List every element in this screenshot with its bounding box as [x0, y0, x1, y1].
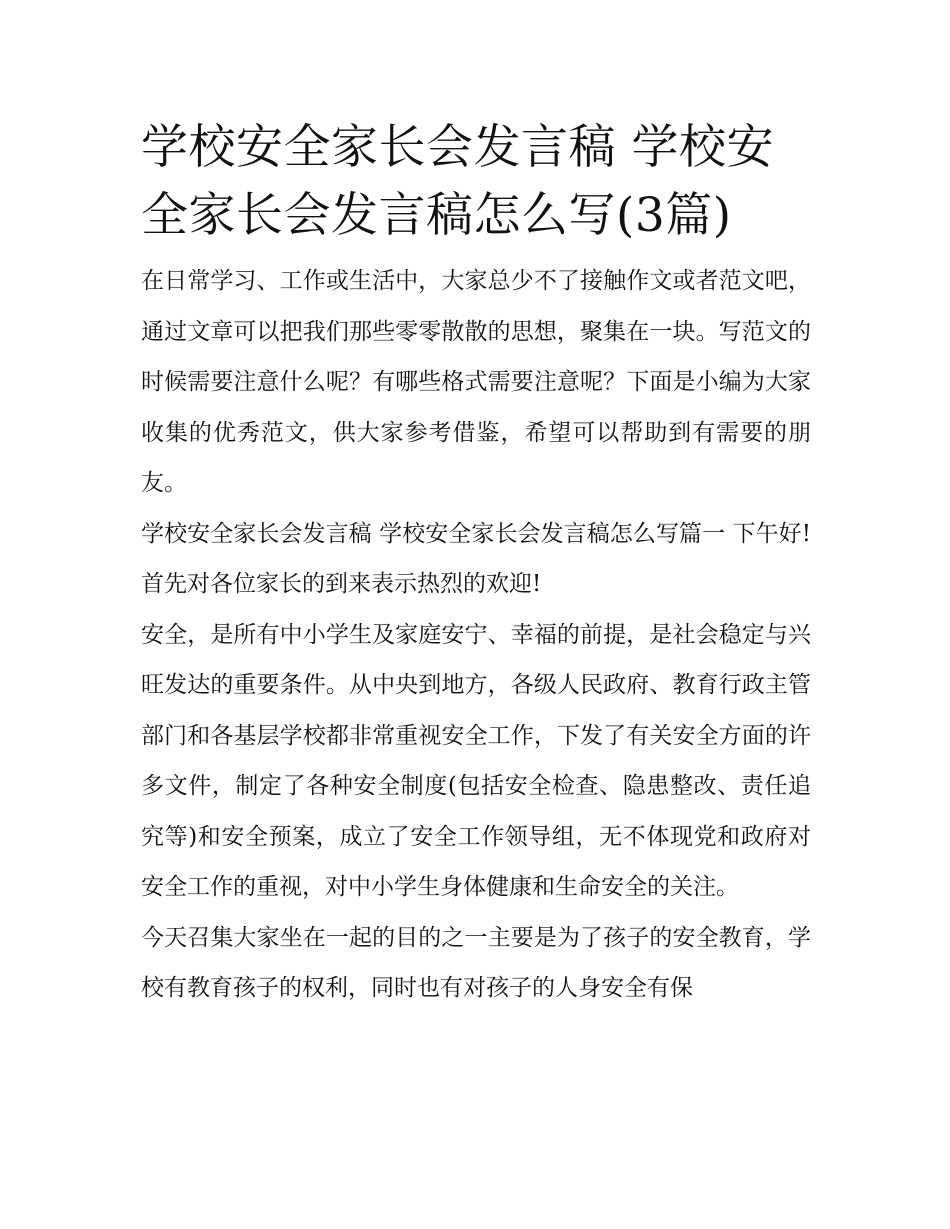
paragraph-safety: 安全，是所有中小学生及家庭安宁、幸福的前提，是社会稳定与兴旺发达的重要条件。从中央到地方，各级人民政府、教育行政主管部门和各基层学校都非常重视安全工作，下发了有关安全方面的许多文件，制定了各种安全制度(包括安全检查、隐患整改、责任追究等)和安全预案，成立了安全工作领导组，无不体现党和政府对安全工作的重视，对中小学生身体健康和生命安全的关注。: [141, 621, 811, 900]
paragraph-purpose: 今天召集大家坐在一起的目的之一主要是为了孩子的安全教育，学校有教育孩子的权利，同时也有对孩子的人身安全有保: [141, 924, 811, 1001]
document-title: 学校安全家长会发言稿 学校安全家长会发言稿怎么写(3篇): [141, 120, 774, 243]
paragraph-list: [141, 256, 811, 1014]
paragraph-intro: 在日常学习、工作或生活中，大家总少不了接触作文或者范文吧，通过文章可以把我们那些零零散散的思想，聚集在一块。写范文的时候需要注意什么呢？有哪些格式需要注意呢？下面是小编为大家收集的优秀范文，供大家参考借鉴，希望可以帮助到有需要的朋友。: [141, 268, 811, 496]
paragraph-greeting: 学校安全家长会发言稿 学校安全家长会发言稿怎么写篇一 下午好! 首先对各位家长的到来表示热烈的欢迎!: [141, 520, 811, 597]
document-body: [141, 114, 811, 1014]
